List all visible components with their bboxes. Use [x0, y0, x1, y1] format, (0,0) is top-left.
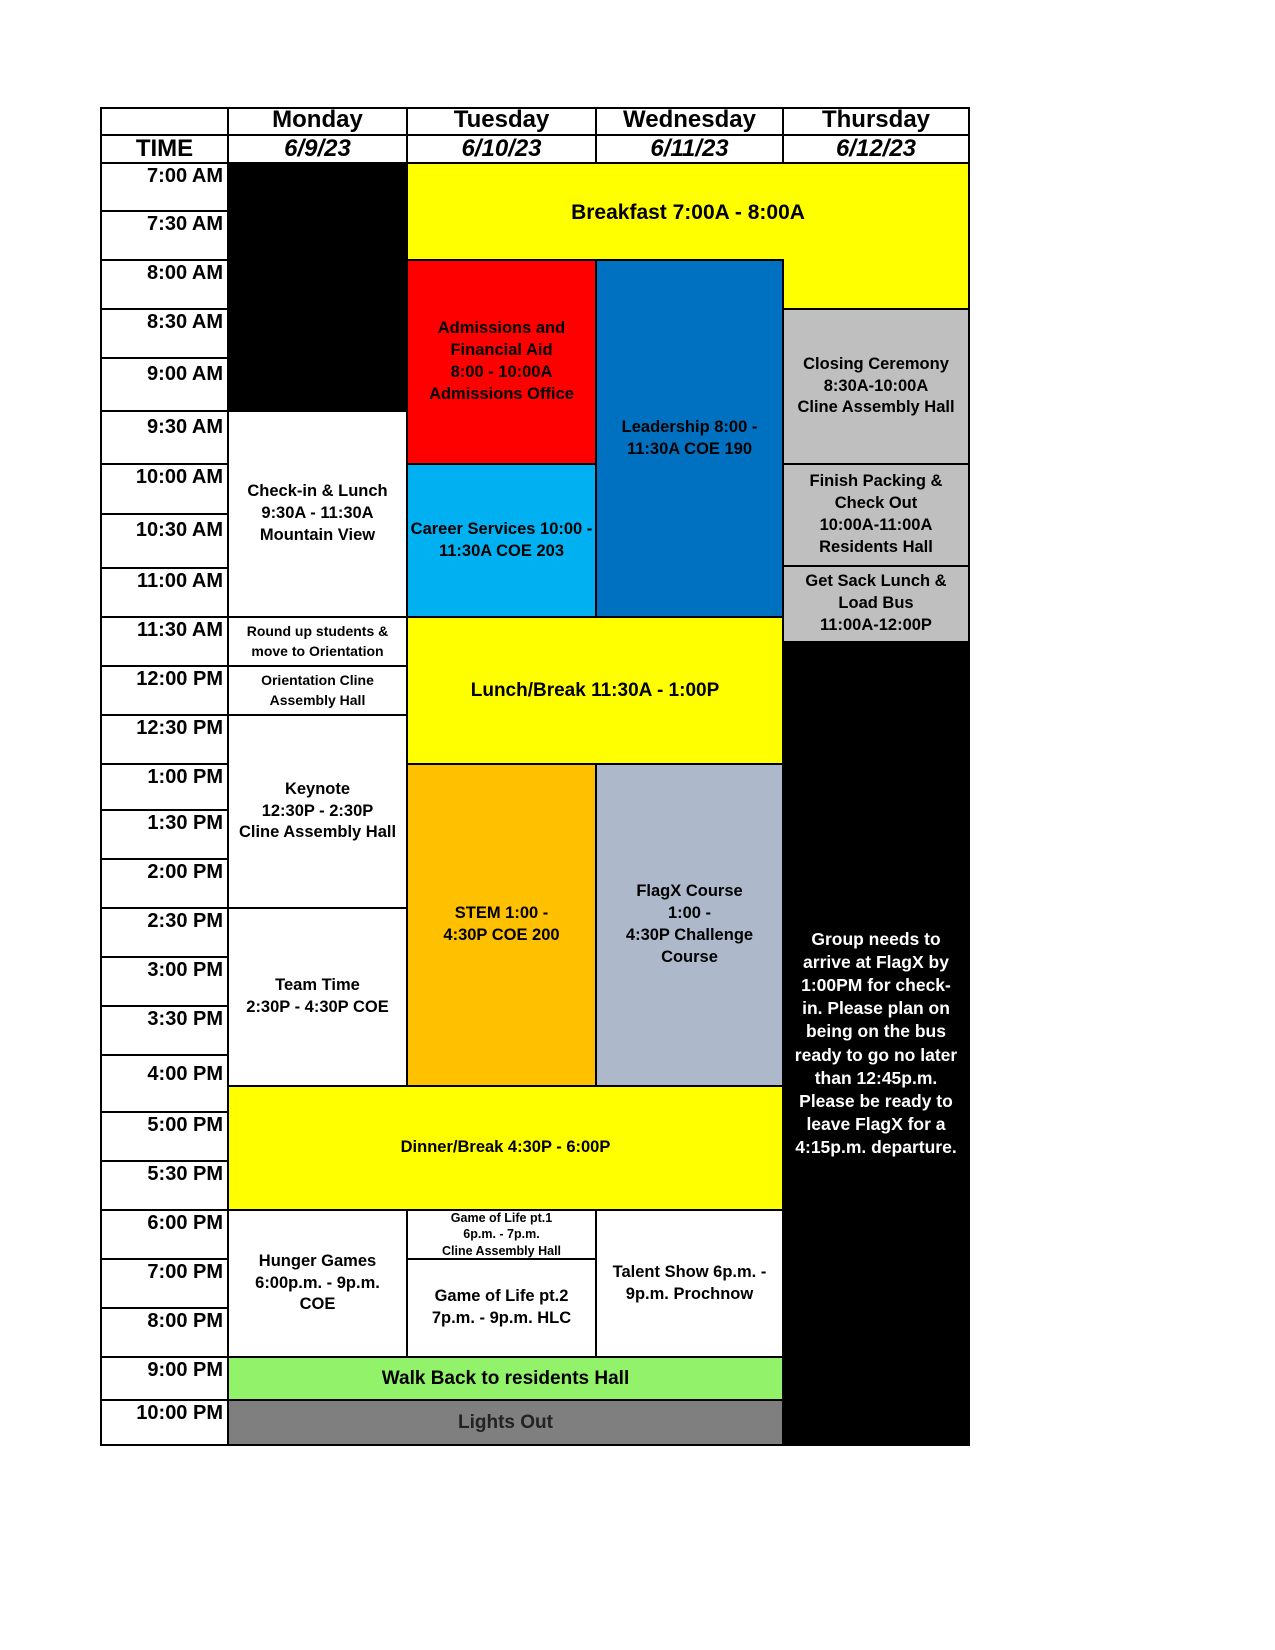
time-slot: 10:00 AM	[100, 463, 229, 515]
time-slot: 11:30 AM	[100, 616, 229, 667]
event-leadership: Leadership 8:00 - 11:30A COE 190	[595, 259, 784, 618]
event-checkin-lunch: Check-in & Lunch 9:30A - 11:30A Mountain View	[227, 410, 408, 618]
event-game-of-life-pt1: Game of Life pt.1 6p.m. - 7p.m. Cline Assembly Hall	[406, 1209, 597, 1260]
event-admissions-financial-aid: Admissions and Financial Aid 8:00 - 10:00A Admissions Office	[406, 259, 597, 465]
day-header-wednesday: Wednesday	[595, 107, 784, 136]
time-slot: 5:30 PM	[100, 1160, 229, 1211]
time-slot: 11:00 AM	[100, 567, 229, 618]
event-career-services: Career Services 10:00 - 11:30A COE 203	[406, 463, 597, 618]
time-slot: 2:00 PM	[100, 858, 229, 909]
monday-unscheduled-block	[227, 162, 408, 412]
time-slot: 8:00 AM	[100, 259, 229, 310]
date-header-tuesday: 6/10/23	[406, 134, 597, 164]
time-slot: 4:00 PM	[100, 1054, 229, 1113]
event-roundup-students: Round up students & move to Orientation	[227, 616, 408, 667]
time-slot: 9:00 PM	[100, 1356, 229, 1401]
time-column-header: TIME	[100, 134, 229, 164]
day-header-thursday: Thursday	[782, 107, 970, 136]
event-stem: STEM 1:00 - 4:30P COE 200	[406, 763, 597, 1087]
event-orientation: Orientation Cline Assembly Hall	[227, 665, 408, 716]
time-slot: 1:30 PM	[100, 809, 229, 860]
time-slot: 8:00 PM	[100, 1307, 229, 1358]
event-sack-lunch: Get Sack Lunch & Load Bus 11:00A-12:00P	[782, 565, 970, 643]
time-slot: 10:00 PM	[100, 1399, 229, 1446]
time-slot: 5:00 PM	[100, 1111, 229, 1162]
time-slot: 3:30 PM	[100, 1005, 229, 1056]
event-flagx-travel-note: Group needs to arrive at FlagX by 1:00PM for check- in. Please plan on being on the bus ready to go no later than 12:45p.m. Please be ready to leave FlagX for a 4:15p.m. departure.	[782, 641, 970, 1446]
date-header-monday: 6/9/23	[227, 134, 408, 164]
event-team-time: Team Time 2:30P - 4:30P COE	[227, 907, 408, 1087]
event-hunger-games: Hunger Games 6:00p.m. - 9p.m. COE	[227, 1209, 408, 1358]
day-header-monday: Monday	[227, 107, 408, 136]
time-slot: 7:00 PM	[100, 1258, 229, 1309]
event-breakfast: Breakfast 7:00A - 8:00A	[406, 162, 970, 310]
event-closing-ceremony: Closing Ceremony 8:30A-10:00A Cline Assembly Hall	[782, 308, 970, 465]
time-slot: 10:30 AM	[100, 513, 229, 569]
event-dinner-break: Dinner/Break 4:30P - 6:00P	[227, 1085, 784, 1211]
date-header-wednesday: 6/11/23	[595, 134, 784, 164]
event-walk-back: Walk Back to residents Hall	[227, 1356, 784, 1401]
time-slot: 7:30 AM	[100, 210, 229, 261]
event-game-of-life-pt2: Game of Life pt.2 7p.m. - 9p.m. HLC	[406, 1258, 597, 1358]
date-header-thursday: 6/12/23	[782, 134, 970, 164]
event-finish-packing: Finish Packing & Check Out 10:00A-11:00A Residents Hall	[782, 463, 970, 567]
event-lights-out: Lights Out	[227, 1399, 784, 1446]
event-talent-show: Talent Show 6p.m. - 9p.m. Prochnow	[595, 1209, 784, 1358]
event-keynote: Keynote 12:30P - 2:30P Cline Assembly Hall	[227, 714, 408, 909]
time-slot: 6:00 PM	[100, 1209, 229, 1260]
day-header-tuesday: Tuesday	[406, 107, 597, 136]
header-blank-cell	[100, 107, 229, 136]
time-slot: 3:00 PM	[100, 956, 229, 1007]
time-slot: 7:00 AM	[100, 162, 229, 212]
event-lunch-break: Lunch/Break 11:30A - 1:00P	[406, 616, 784, 765]
time-slot: 8:30 AM	[100, 308, 229, 359]
time-slot: 9:30 AM	[100, 410, 229, 465]
time-slot: 12:30 PM	[100, 714, 229, 765]
time-slot: 2:30 PM	[100, 907, 229, 958]
event-flagx-course: FlagX Course 1:00 - 4:30P Challenge Course	[595, 763, 784, 1087]
time-slot: 12:00 PM	[100, 665, 229, 716]
time-slot: 1:00 PM	[100, 763, 229, 811]
time-slot: 9:00 AM	[100, 357, 229, 412]
